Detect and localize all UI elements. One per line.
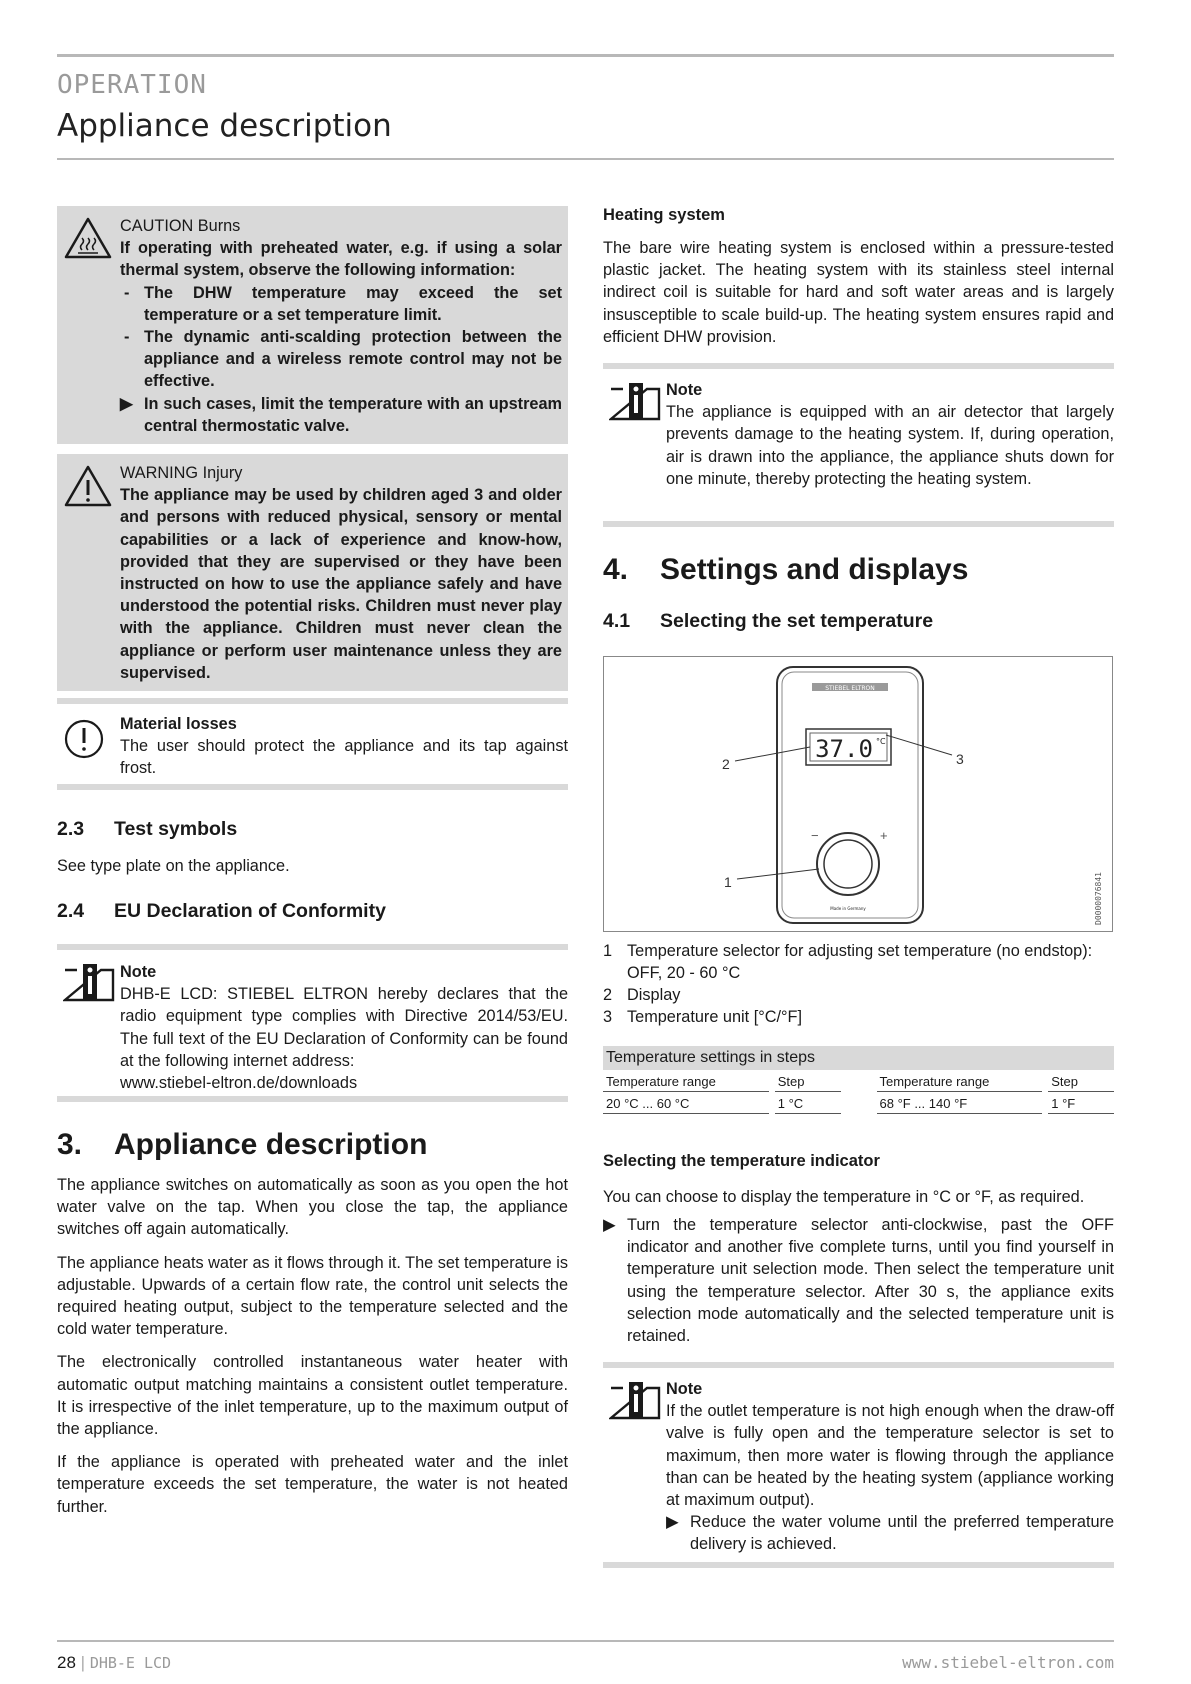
note-eu-box: [57, 944, 568, 1102]
legend-item: 2 Display: [603, 986, 681, 1004]
table-header-cell: Step: [1048, 1074, 1114, 1092]
section-label: OPERATION: [57, 70, 207, 100]
arrow-icon: ▶: [666, 1513, 679, 1532]
table-cell: 20 °C ... 60 °C: [603, 1096, 769, 1114]
hot-surface-warning-icon: [63, 216, 113, 260]
callout-1: 1: [724, 874, 732, 890]
table-header-cell: Temperature range: [877, 1074, 1043, 1092]
note-eu-text: DHB-E LCD: STIEBEL ELTRON hereby declares that the radio equipment type complies with Directive 2014/53/EU. The full text of the EU Declaration of Conformity can be found at the following internet address:: [120, 985, 568, 1070]
note-flow-title: Note: [666, 1380, 703, 1398]
display-unit: °C: [876, 737, 886, 746]
warning-title: WARNING Injury: [120, 464, 243, 482]
footer-url[interactable]: www.stiebel-eltron.com: [902, 1653, 1114, 1672]
page-number: 28: [57, 1653, 76, 1672]
callout-2: 2: [722, 756, 730, 772]
table-cell: 68 °F ... 140 °F: [877, 1096, 1043, 1114]
caution-box: [57, 206, 568, 444]
temp-table-header: [603, 1074, 1114, 1092]
minus-icon: −: [811, 828, 819, 843]
heading-heating-system: Heating system: [603, 206, 725, 224]
plus-icon: +: [880, 828, 888, 843]
note-eu-url[interactable]: www.stiebel-eltron.de/downloads: [120, 1074, 358, 1093]
appliance-figure: [603, 656, 1113, 932]
warning-box: [57, 454, 568, 691]
note-flow-action: ▶ Reduce the water volume until the preferred temperature delivery is achieved.: [666, 1511, 1114, 1555]
caution-action: ▶ In such cases, limit the temperature with an upstream central thermostatic valve.: [120, 393, 562, 437]
paragraph: The electronically controlled instantaneous water heater with automatic output matching maintains a consistent outlet temperature. It is irrespective of the inlet temperature, up to the maximum output of the appliance.: [57, 1353, 568, 1439]
exclamation-circle-icon: [63, 718, 105, 760]
arrow-icon: ▶: [120, 394, 133, 413]
warning-triangle-icon: [63, 464, 113, 508]
paragraph: The appliance heats water as it flows through it. The set temperature is adjustable. Upwards of a certain flow rate, the control unit selects the required heating output, subject to the temperature selected and the cold water temperature.: [57, 1253, 569, 1339]
paragraph: If the appliance is operated with preheated water and the inlet temperature exceeds the set temperature, the water is not heated further.: [57, 1453, 568, 1516]
brand-label: STIEBEL ELTRON: [825, 685, 875, 692]
legend-item: 1 Temperature selector for adjusting set temperature (no endstop): OFF, 20 - 60 °C: [603, 942, 1093, 982]
caution-item: - The DHW temperature may exceed the set temperature or a set temperature limit.: [124, 283, 562, 324]
test-symbols-text: See type plate on the appliance.: [57, 857, 290, 875]
heading-4-1: 4.1 Selecting the set temperature: [603, 610, 934, 632]
caution-intro: If operating with preheated water, e.g. if using a solar thermal system, observe the following information:: [120, 239, 562, 280]
heading-3: 3. Appliance description: [57, 1128, 428, 1161]
header-rule-bottom: [57, 158, 1114, 160]
arrow-icon: ▶: [603, 1216, 616, 1234]
table-header-cell: Temperature range: [603, 1074, 769, 1092]
page-title: Appliance description: [57, 108, 392, 144]
note-info-icon: [609, 1380, 661, 1420]
indicator-action: ▶ Turn the temperature selector anti-clockwise, past the OFF indicator and another five complete turns, until you find yourself in temperature unit selection mode. Then select the temperature unit using the temperature selector. After 30 s, the appliance exits selection mode automatically and the selected temperature unit is retained.: [603, 1214, 1114, 1347]
heading-2-4: 2.4 EU Declaration of Conformity: [57, 900, 386, 922]
caution-title: CAUTION Burns: [120, 217, 241, 235]
figure-legend: [603, 940, 1114, 1028]
note-flow-text: If the outlet temperature is not high enough when the draw-off valve is fully open and the temperature selector is set to maximum, then more water is flowing through the appliance than can be heated by the heating system (appliance working at maximum output).: [666, 1402, 1114, 1510]
note-info-icon: [63, 962, 115, 1002]
appliance-drawing: [604, 657, 1111, 930]
note-air-text: The appliance is equipped with an air detector that largely prevents damage to the heating system. If, during operation, air is drawn into the appliance, the appliance shuts down for one minute, thereby protecting the heating system.: [666, 403, 1114, 488]
temp-table: [603, 1074, 1114, 1114]
callout-3: 3: [956, 751, 964, 767]
appliance-description-text: [57, 1174, 568, 1518]
material-losses-title: Material losses: [120, 715, 237, 733]
made-in-label: Made in Germany: [830, 906, 866, 911]
material-losses-box: [57, 698, 568, 790]
heading-2-3: 2.3 Test symbols: [57, 818, 238, 840]
figure-code: D0000076841: [1094, 872, 1103, 925]
warning-text: The appliance may be used by children aged 3 and older and persons with reduced physical, sensory or mental capabilities or a lack of experience and know-how, provided that they are supervised or they have been instructed on how to use the appliance safely and have understood the potential risks. Children must never play with the appliance. Children must never clean the appliance or perform user maintenance unless they are supervised.: [120, 486, 562, 682]
note-air-box: [603, 363, 1114, 527]
paragraph: The appliance switches on automatically as soon as you open the hot water valve on the tap. When you close the tap, the appliance switches off again automatically.: [57, 1176, 568, 1239]
caution-item: - The dynamic anti-scalding protection between the appliance and a wireless remote control may not be effective.: [124, 328, 562, 391]
note-info-icon: [609, 381, 661, 421]
indicator-text: You can choose to display the temperature in °C or °F, as required.: [603, 1188, 1085, 1206]
heading-temperature-indicator: Selecting the temperature indicator: [603, 1152, 880, 1170]
footer-left: [57, 1653, 171, 1673]
temp-table-caption: Temperature settings in steps: [603, 1046, 1114, 1070]
material-losses-text: The user should protect the appliance and its tap against frost.: [120, 737, 568, 778]
note-flow-box: [603, 1362, 1114, 1568]
note-eu-title: Note: [120, 963, 157, 981]
heating-system-text: The bare wire heating system is enclosed within a pressure-tested plastic jacket. The heating system with its stainless steel internal indirect coil is suitable for hard and soft water areas and is largely insusceptible to scale build-up. The heating system ensures rapid and efficient DHW provision.: [603, 239, 1114, 346]
legend-item: 3 Temperature unit [°C/°F]: [603, 1008, 802, 1026]
heading-4: 4. Settings and displays: [603, 553, 969, 586]
header-rule-top: [57, 54, 1114, 57]
footer-rule: [57, 1640, 1114, 1642]
table-header-cell: Step: [775, 1074, 841, 1092]
table-row: [603, 1096, 1114, 1114]
footer-separator: |: [80, 1653, 86, 1672]
footer-model: DHB-E LCD: [89, 1654, 172, 1672]
display-value: 37.0: [815, 735, 873, 763]
note-air-title: Note: [666, 381, 703, 399]
table-cell: 1 °C: [775, 1096, 841, 1114]
table-cell: 1 °F: [1048, 1096, 1114, 1114]
